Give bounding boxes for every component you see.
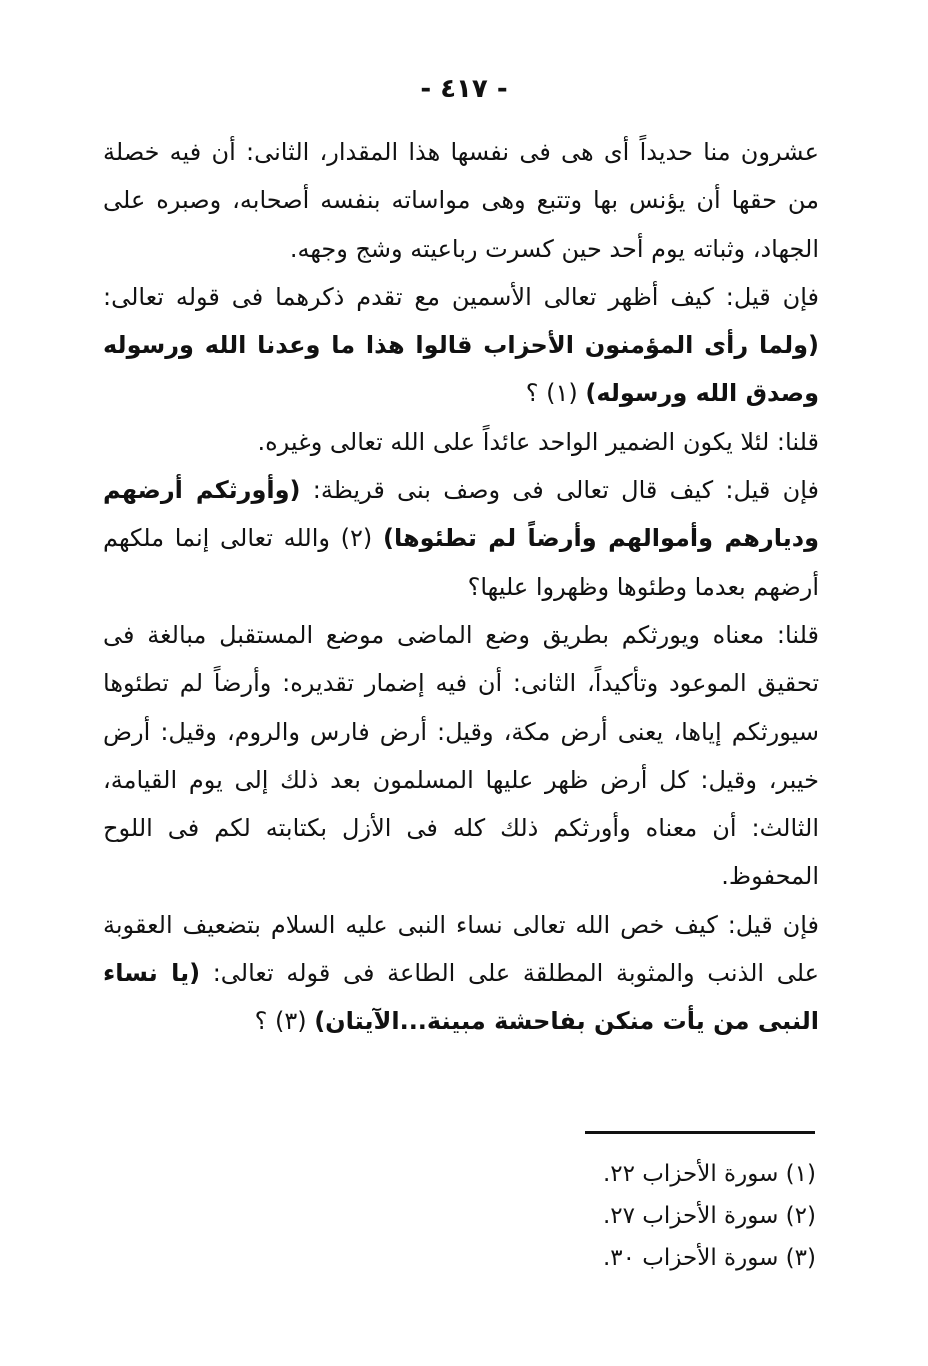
paragraph-question-2: [103, 466, 819, 611]
paragraph-question-1: [103, 273, 819, 418]
paragraph-answer-1: قلنا: لئلا يكون الضمير الواحد عائداً على الله تعالى وغيره.: [257, 427, 819, 456]
footnote-item: (١) سورة الأحزاب ٢٢.: [602, 1161, 816, 1187]
page-number: - ٤١٧ -: [420, 74, 508, 104]
footnote-divider: [585, 1131, 815, 1134]
footnote-item: (٣) سورة الأحزاب ٣٠.: [602, 1245, 816, 1271]
paragraph-answer-2: قلنا: معناه ويورثكم بطريق وضع الماضى موضع المستقبل مبالغة فى تحقيق الموعود وتأكيداً، الثانى: أن فيه إضمار تقديره: وأرضاً لم تطئوها سيورثكم إياها، يعنى أرض مكة، وقيل: أرض فارس والروم، وقيل: أرض خيبر، وقيل: كل أرض ظهر عليها المسلمون بعد ذلك إلى يوم القيامة، الثالث: أن معناه وأورثكم ذلك كله فى الأزل بكتابته لكم فى اللوح المحفوظ.: [103, 620, 819, 891]
question-intro: فإن قيل: كيف قال تعالى فى وصف بنى قريظة:: [300, 476, 820, 505]
main-text: [103, 128, 819, 1046]
question-intro: فإن قيل: كيف خص الله تعالى نساء النبى عليه السلام بتضعيف العقوبة على الذنب والمثوبة المطلقة على الطاعة فى قوله تعالى:: [103, 910, 819, 988]
footnote-item: (٢) سورة الأحزاب ٢٧.: [602, 1203, 816, 1229]
quran-quote: (ولما رأى المؤمنون الأحزاب قالوا هذا ما وعدنا الله ورسوله وصدق الله ورسوله): [103, 331, 819, 408]
quran-quote: (وأورثكم أرضهم وديارهم وأموالهم وأرضاً لم تطئوها): [103, 476, 819, 553]
footnote-ref: (١) ؟: [525, 379, 586, 408]
quran-quote: (يا نساء النبى من يأت منكن بفاحشة مبينة...الآيتان): [103, 959, 819, 1036]
paragraph-continuation: عشرون منا حديداً أى هى فى نفسها هذا المقدار، الثانى: أن فيه خصلة من حقها أن يؤنس بها وتتبع وهى مواساته بنفسه أصحابه، وصبره على الجهاد، وثباته يوم أحد حين كسرت رباعيته وشج وجهه.: [103, 138, 819, 263]
footnote-ref: (٣) ؟: [254, 1007, 315, 1036]
paragraph-question-3: [103, 901, 819, 1046]
question-continuation: (٢) والله تعالى إنما ملكهم أرضهم بعدما وطئوها وظهروا عليها؟: [103, 524, 819, 601]
footnotes: [400, 1153, 816, 1279]
question-intro: فإن قيل: كيف أظهر تعالى الأسمين مع تقدم ذكرهما فى قوله تعالى:: [103, 282, 819, 311]
